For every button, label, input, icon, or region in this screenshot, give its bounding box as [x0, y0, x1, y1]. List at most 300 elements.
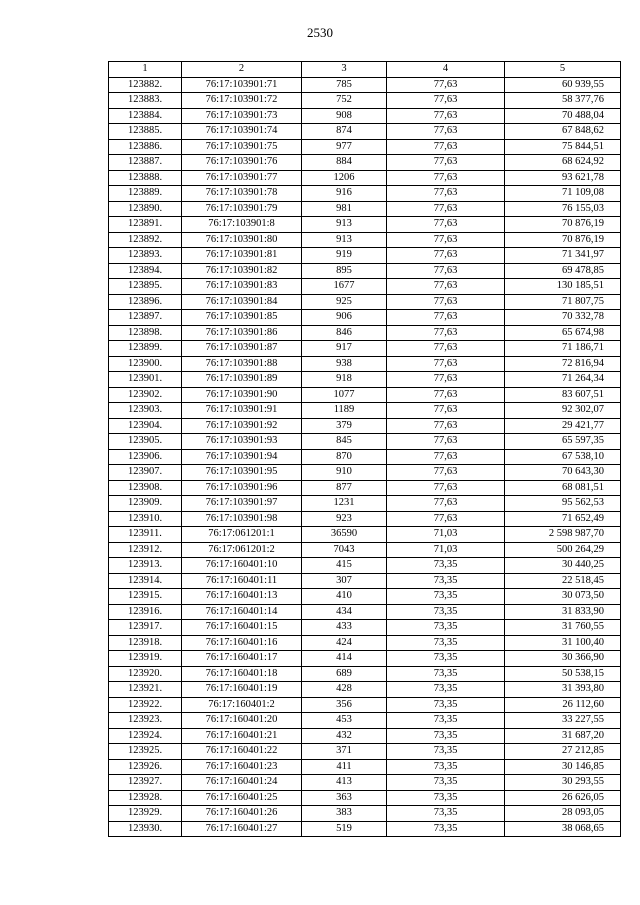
cadastral-number-cell: 76:17:103901:75 — [182, 139, 302, 155]
column-header-5: 5 — [505, 62, 621, 78]
value-cell: 26 112,60 — [505, 697, 621, 713]
value-cell: 22 518,45 — [505, 573, 621, 589]
rate-cell: 73,35 — [387, 821, 505, 837]
area-cell: 411 — [302, 759, 387, 775]
area-cell: 356 — [302, 697, 387, 713]
table-row — [109, 403, 621, 419]
row-number-cell: 123918. — [109, 635, 182, 651]
area-cell: 424 — [302, 635, 387, 651]
table-row — [109, 527, 621, 543]
rate-cell: 77,63 — [387, 387, 505, 403]
value-cell: 71 109,08 — [505, 186, 621, 202]
rate-cell: 77,63 — [387, 511, 505, 527]
table-row — [109, 589, 621, 605]
table-row — [109, 542, 621, 558]
cadastral-number-cell: 76:17:160401:23 — [182, 759, 302, 775]
cadastral-number-cell: 76:17:103901:85 — [182, 310, 302, 326]
cadastral-number-cell: 76:17:103901:86 — [182, 325, 302, 341]
value-cell: 83 607,51 — [505, 387, 621, 403]
area-cell: 433 — [302, 620, 387, 636]
area-cell: 410 — [302, 589, 387, 605]
rate-cell: 77,63 — [387, 232, 505, 248]
value-cell: 2 598 987,70 — [505, 527, 621, 543]
rate-cell: 77,63 — [387, 341, 505, 357]
column-header-3: 3 — [302, 62, 387, 78]
rate-cell: 77,63 — [387, 263, 505, 279]
row-number-cell: 123927. — [109, 775, 182, 791]
cadastral-number-cell: 76:17:061201:2 — [182, 542, 302, 558]
rate-cell: 77,63 — [387, 294, 505, 310]
value-cell: 50 538,15 — [505, 666, 621, 682]
area-cell: 519 — [302, 821, 387, 837]
rate-cell: 73,35 — [387, 666, 505, 682]
area-cell: 432 — [302, 728, 387, 744]
cadastral-number-cell: 76:17:103901:84 — [182, 294, 302, 310]
value-cell: 70 643,30 — [505, 465, 621, 481]
table-row — [109, 217, 621, 233]
cadastral-number-cell: 76:17:103901:72 — [182, 93, 302, 109]
table-row — [109, 186, 621, 202]
table-row — [109, 651, 621, 667]
row-number-cell: 123891. — [109, 217, 182, 233]
table-row — [109, 666, 621, 682]
rate-cell: 77,63 — [387, 217, 505, 233]
cadastral-number-cell: 76:17:160401:27 — [182, 821, 302, 837]
area-cell: 938 — [302, 356, 387, 372]
value-cell: 31 833,90 — [505, 604, 621, 620]
cadastral-number-cell: 76:17:160401:20 — [182, 713, 302, 729]
value-cell: 72 816,94 — [505, 356, 621, 372]
rate-cell: 73,35 — [387, 573, 505, 589]
value-cell: 30 366,90 — [505, 651, 621, 667]
rate-cell: 73,35 — [387, 697, 505, 713]
cadastral-number-cell: 76:17:160401:19 — [182, 682, 302, 698]
row-number-cell: 123923. — [109, 713, 182, 729]
table-row — [109, 310, 621, 326]
table-row — [109, 356, 621, 372]
rate-cell: 77,63 — [387, 139, 505, 155]
value-cell: 30 073,50 — [505, 589, 621, 605]
value-cell: 70 876,19 — [505, 217, 621, 233]
table-row — [109, 604, 621, 620]
rate-cell: 77,63 — [387, 186, 505, 202]
table-row — [109, 573, 621, 589]
value-cell: 29 421,77 — [505, 418, 621, 434]
area-cell: 413 — [302, 775, 387, 791]
row-number-cell: 123911. — [109, 527, 182, 543]
row-number-cell: 123914. — [109, 573, 182, 589]
value-cell: 71 186,71 — [505, 341, 621, 357]
value-cell: 65 597,35 — [505, 434, 621, 450]
area-cell: 977 — [302, 139, 387, 155]
row-number-cell: 123929. — [109, 806, 182, 822]
cadastral-number-cell: 76:17:160401:11 — [182, 573, 302, 589]
rate-cell: 71,03 — [387, 527, 505, 543]
area-cell: 908 — [302, 108, 387, 124]
table-row — [109, 108, 621, 124]
cadastral-number-cell: 76:17:160401:22 — [182, 744, 302, 760]
value-cell: 68 624,92 — [505, 155, 621, 171]
table-body — [109, 77, 621, 837]
row-number-cell: 123887. — [109, 155, 182, 171]
value-cell: 67 848,62 — [505, 124, 621, 140]
row-number-cell: 123903. — [109, 403, 182, 419]
table-row — [109, 263, 621, 279]
row-number-cell: 123921. — [109, 682, 182, 698]
area-cell: 363 — [302, 790, 387, 806]
rate-cell: 77,63 — [387, 418, 505, 434]
cadastral-number-cell: 76:17:103901:73 — [182, 108, 302, 124]
cadastral-number-cell: 76:17:103901:95 — [182, 465, 302, 481]
area-cell: 923 — [302, 511, 387, 527]
rate-cell: 77,63 — [387, 248, 505, 264]
rate-cell: 77,63 — [387, 279, 505, 295]
table-row — [109, 93, 621, 109]
table-row — [109, 341, 621, 357]
area-cell: 913 — [302, 232, 387, 248]
cadastral-number-cell: 76:17:160401:2 — [182, 697, 302, 713]
cadastral-number-cell: 76:17:103901:94 — [182, 449, 302, 465]
table-row — [109, 325, 621, 341]
rate-cell: 73,35 — [387, 775, 505, 791]
row-number-cell: 123882. — [109, 77, 182, 93]
rate-cell: 73,35 — [387, 604, 505, 620]
area-cell: 383 — [302, 806, 387, 822]
area-cell: 918 — [302, 372, 387, 388]
cadastral-number-cell: 76:17:160401:21 — [182, 728, 302, 744]
rate-cell: 77,63 — [387, 496, 505, 512]
value-cell: 31 760,55 — [505, 620, 621, 636]
cadastral-number-cell: 76:17:160401:15 — [182, 620, 302, 636]
row-number-cell: 123908. — [109, 480, 182, 496]
area-cell: 379 — [302, 418, 387, 434]
table-row — [109, 713, 621, 729]
value-cell: 58 377,76 — [505, 93, 621, 109]
value-cell: 71 341,97 — [505, 248, 621, 264]
cadastral-number-cell: 76:17:103901:83 — [182, 279, 302, 295]
row-number-cell: 123893. — [109, 248, 182, 264]
rate-cell: 77,63 — [387, 77, 505, 93]
value-cell: 130 185,51 — [505, 279, 621, 295]
value-cell: 31 100,40 — [505, 635, 621, 651]
cadastral-number-cell: 76:17:103901:79 — [182, 201, 302, 217]
rate-cell: 73,35 — [387, 635, 505, 651]
table-row — [109, 480, 621, 496]
cadastral-number-cell: 76:17:103901:74 — [182, 124, 302, 140]
value-cell: 28 093,05 — [505, 806, 621, 822]
rate-cell: 77,63 — [387, 449, 505, 465]
column-header-4: 4 — [387, 62, 505, 78]
cadastral-number-cell: 76:17:160401:17 — [182, 651, 302, 667]
area-cell: 1077 — [302, 387, 387, 403]
cadastral-number-cell: 76:17:103901:97 — [182, 496, 302, 512]
row-number-cell: 123925. — [109, 744, 182, 760]
cadastral-number-cell: 76:17:103901:8 — [182, 217, 302, 233]
cadastral-number-cell: 76:17:103901:93 — [182, 434, 302, 450]
rate-cell: 73,35 — [387, 589, 505, 605]
cadastral-number-cell: 76:17:103901:98 — [182, 511, 302, 527]
area-cell: 916 — [302, 186, 387, 202]
area-cell: 917 — [302, 341, 387, 357]
rate-cell: 77,63 — [387, 372, 505, 388]
value-cell: 68 081,51 — [505, 480, 621, 496]
rate-cell: 73,35 — [387, 759, 505, 775]
area-cell: 846 — [302, 325, 387, 341]
row-number-cell: 123910. — [109, 511, 182, 527]
row-number-cell: 123930. — [109, 821, 182, 837]
value-cell: 92 302,07 — [505, 403, 621, 419]
rate-cell: 77,63 — [387, 108, 505, 124]
cadastral-number-cell: 76:17:160401:26 — [182, 806, 302, 822]
row-number-cell: 123917. — [109, 620, 182, 636]
row-number-cell: 123900. — [109, 356, 182, 372]
table-row — [109, 155, 621, 171]
area-cell: 1206 — [302, 170, 387, 186]
value-cell: 69 478,85 — [505, 263, 621, 279]
rate-cell: 73,35 — [387, 620, 505, 636]
table-row — [109, 635, 621, 651]
table-row — [109, 248, 621, 264]
row-number-cell: 123884. — [109, 108, 182, 124]
cadastral-number-cell: 76:17:160401:13 — [182, 589, 302, 605]
area-cell: 1189 — [302, 403, 387, 419]
rate-cell: 73,35 — [387, 651, 505, 667]
cadastral-number-cell: 76:17:103901:76 — [182, 155, 302, 171]
value-cell: 26 626,05 — [505, 790, 621, 806]
value-cell: 93 621,78 — [505, 170, 621, 186]
rate-cell: 73,35 — [387, 713, 505, 729]
area-cell: 414 — [302, 651, 387, 667]
cadastral-number-cell: 76:17:103901:78 — [182, 186, 302, 202]
row-number-cell: 123894. — [109, 263, 182, 279]
area-cell: 906 — [302, 310, 387, 326]
rate-cell: 73,35 — [387, 744, 505, 760]
table-row — [109, 821, 621, 837]
value-cell: 31 393,80 — [505, 682, 621, 698]
area-cell: 434 — [302, 604, 387, 620]
area-cell: 453 — [302, 713, 387, 729]
rate-cell: 73,35 — [387, 682, 505, 698]
value-cell: 30 146,85 — [505, 759, 621, 775]
table-row — [109, 496, 621, 512]
table-row — [109, 434, 621, 450]
table-row — [109, 620, 621, 636]
table-row — [109, 697, 621, 713]
table-row — [109, 77, 621, 93]
rate-cell: 77,63 — [387, 480, 505, 496]
rate-cell: 77,63 — [387, 310, 505, 326]
table-row — [109, 387, 621, 403]
cadastral-number-cell: 76:17:103901:88 — [182, 356, 302, 372]
table-row — [109, 682, 621, 698]
rate-cell: 73,35 — [387, 728, 505, 744]
row-number-cell: 123896. — [109, 294, 182, 310]
value-cell: 500 264,29 — [505, 542, 621, 558]
row-number-cell: 123892. — [109, 232, 182, 248]
table-row — [109, 279, 621, 295]
area-cell: 1677 — [302, 279, 387, 295]
table-row — [109, 170, 621, 186]
cadastral-number-cell: 76:17:160401:14 — [182, 604, 302, 620]
rate-cell: 77,63 — [387, 434, 505, 450]
rate-cell: 77,63 — [387, 93, 505, 109]
row-number-cell: 123885. — [109, 124, 182, 140]
row-number-cell: 123907. — [109, 465, 182, 481]
row-number-cell: 123906. — [109, 449, 182, 465]
cadastral-number-cell: 76:17:160401:16 — [182, 635, 302, 651]
area-cell: 428 — [302, 682, 387, 698]
row-number-cell: 123916. — [109, 604, 182, 620]
value-cell: 67 538,10 — [505, 449, 621, 465]
area-cell: 752 — [302, 93, 387, 109]
area-cell: 7043 — [302, 542, 387, 558]
area-cell: 910 — [302, 465, 387, 481]
row-number-cell: 123905. — [109, 434, 182, 450]
column-header-1: 1 — [109, 62, 182, 78]
row-number-cell: 123889. — [109, 186, 182, 202]
area-cell: 307 — [302, 573, 387, 589]
value-cell: 30 293,55 — [505, 775, 621, 791]
area-cell: 884 — [302, 155, 387, 171]
row-number-cell: 123924. — [109, 728, 182, 744]
rate-cell: 77,63 — [387, 403, 505, 419]
table-row — [109, 511, 621, 527]
row-number-cell: 123883. — [109, 93, 182, 109]
row-number-cell: 123913. — [109, 558, 182, 574]
value-cell: 38 068,65 — [505, 821, 621, 837]
cadastral-number-cell: 76:17:160401:10 — [182, 558, 302, 574]
rate-cell: 77,63 — [387, 155, 505, 171]
row-number-cell: 123920. — [109, 666, 182, 682]
value-cell: 71 652,49 — [505, 511, 621, 527]
cadastral-number-cell: 76:17:103901:82 — [182, 263, 302, 279]
value-cell: 30 440,25 — [505, 558, 621, 574]
table-row — [109, 232, 621, 248]
value-cell: 71 264,34 — [505, 372, 621, 388]
data-table — [108, 61, 621, 837]
table-row — [109, 201, 621, 217]
value-cell: 70 488,04 — [505, 108, 621, 124]
rate-cell: 77,63 — [387, 170, 505, 186]
table-row — [109, 558, 621, 574]
value-cell: 65 674,98 — [505, 325, 621, 341]
area-cell: 36590 — [302, 527, 387, 543]
rate-cell: 77,63 — [387, 325, 505, 341]
row-number-cell: 123898. — [109, 325, 182, 341]
area-cell: 895 — [302, 263, 387, 279]
row-number-cell: 123901. — [109, 372, 182, 388]
table-row — [109, 759, 621, 775]
area-cell: 870 — [302, 449, 387, 465]
rate-cell: 73,35 — [387, 558, 505, 574]
area-cell: 913 — [302, 217, 387, 233]
area-cell: 785 — [302, 77, 387, 93]
table-row — [109, 139, 621, 155]
row-number-cell: 123922. — [109, 697, 182, 713]
row-number-cell: 123928. — [109, 790, 182, 806]
page-number: 2530 — [307, 25, 333, 40]
area-cell: 981 — [302, 201, 387, 217]
table-row — [109, 124, 621, 140]
row-number-cell: 123888. — [109, 170, 182, 186]
cadastral-number-cell: 76:17:103901:77 — [182, 170, 302, 186]
rate-cell: 77,63 — [387, 356, 505, 372]
header-row — [109, 62, 621, 78]
value-cell: 76 155,03 — [505, 201, 621, 217]
table-row — [109, 806, 621, 822]
rate-cell: 77,63 — [387, 124, 505, 140]
table-row — [109, 372, 621, 388]
cadastral-number-cell: 76:17:103901:91 — [182, 403, 302, 419]
value-cell: 33 227,55 — [505, 713, 621, 729]
value-cell: 71 807,75 — [505, 294, 621, 310]
rate-cell: 73,35 — [387, 790, 505, 806]
value-cell: 70 876,19 — [505, 232, 621, 248]
column-header-2: 2 — [182, 62, 302, 78]
row-number-cell: 123904. — [109, 418, 182, 434]
value-cell: 75 844,51 — [505, 139, 621, 155]
area-cell: 371 — [302, 744, 387, 760]
table-row — [109, 294, 621, 310]
row-number-cell: 123909. — [109, 496, 182, 512]
cadastral-number-cell: 76:17:103901:80 — [182, 232, 302, 248]
row-number-cell: 123897. — [109, 310, 182, 326]
value-cell: 95 562,53 — [505, 496, 621, 512]
area-cell: 689 — [302, 666, 387, 682]
cadastral-number-cell: 76:17:103901:90 — [182, 387, 302, 403]
area-cell: 1231 — [302, 496, 387, 512]
row-number-cell: 123895. — [109, 279, 182, 295]
value-cell: 31 687,20 — [505, 728, 621, 744]
cadastral-number-cell: 76:17:160401:18 — [182, 666, 302, 682]
value-cell: 27 212,85 — [505, 744, 621, 760]
table-row — [109, 418, 621, 434]
row-number-cell: 123912. — [109, 542, 182, 558]
row-number-cell: 123915. — [109, 589, 182, 605]
cadastral-number-cell: 76:17:103901:81 — [182, 248, 302, 264]
value-cell: 60 939,55 — [505, 77, 621, 93]
table-row — [109, 449, 621, 465]
area-cell: 415 — [302, 558, 387, 574]
cadastral-number-cell: 76:17:160401:24 — [182, 775, 302, 791]
cadastral-number-cell: 76:17:103901:92 — [182, 418, 302, 434]
area-cell: 874 — [302, 124, 387, 140]
cadastral-number-cell: 76:17:103901:89 — [182, 372, 302, 388]
cadastral-number-cell: 76:17:103901:87 — [182, 341, 302, 357]
rate-cell: 77,63 — [387, 465, 505, 481]
row-number-cell: 123886. — [109, 139, 182, 155]
table-row — [109, 775, 621, 791]
row-number-cell: 123902. — [109, 387, 182, 403]
row-number-cell: 123919. — [109, 651, 182, 667]
cadastral-number-cell: 76:17:160401:25 — [182, 790, 302, 806]
table-row — [109, 744, 621, 760]
row-number-cell: 123899. — [109, 341, 182, 357]
table-row — [109, 790, 621, 806]
table-row — [109, 728, 621, 744]
area-cell: 877 — [302, 480, 387, 496]
area-cell: 845 — [302, 434, 387, 450]
cadastral-number-cell: 76:17:103901:71 — [182, 77, 302, 93]
table-row — [109, 465, 621, 481]
value-cell: 70 332,78 — [505, 310, 621, 326]
rate-cell: 77,63 — [387, 201, 505, 217]
cadastral-number-cell: 76:17:061201:1 — [182, 527, 302, 543]
row-number-cell: 123926. — [109, 759, 182, 775]
area-cell: 919 — [302, 248, 387, 264]
rate-cell: 73,35 — [387, 806, 505, 822]
rate-cell: 71,03 — [387, 542, 505, 558]
